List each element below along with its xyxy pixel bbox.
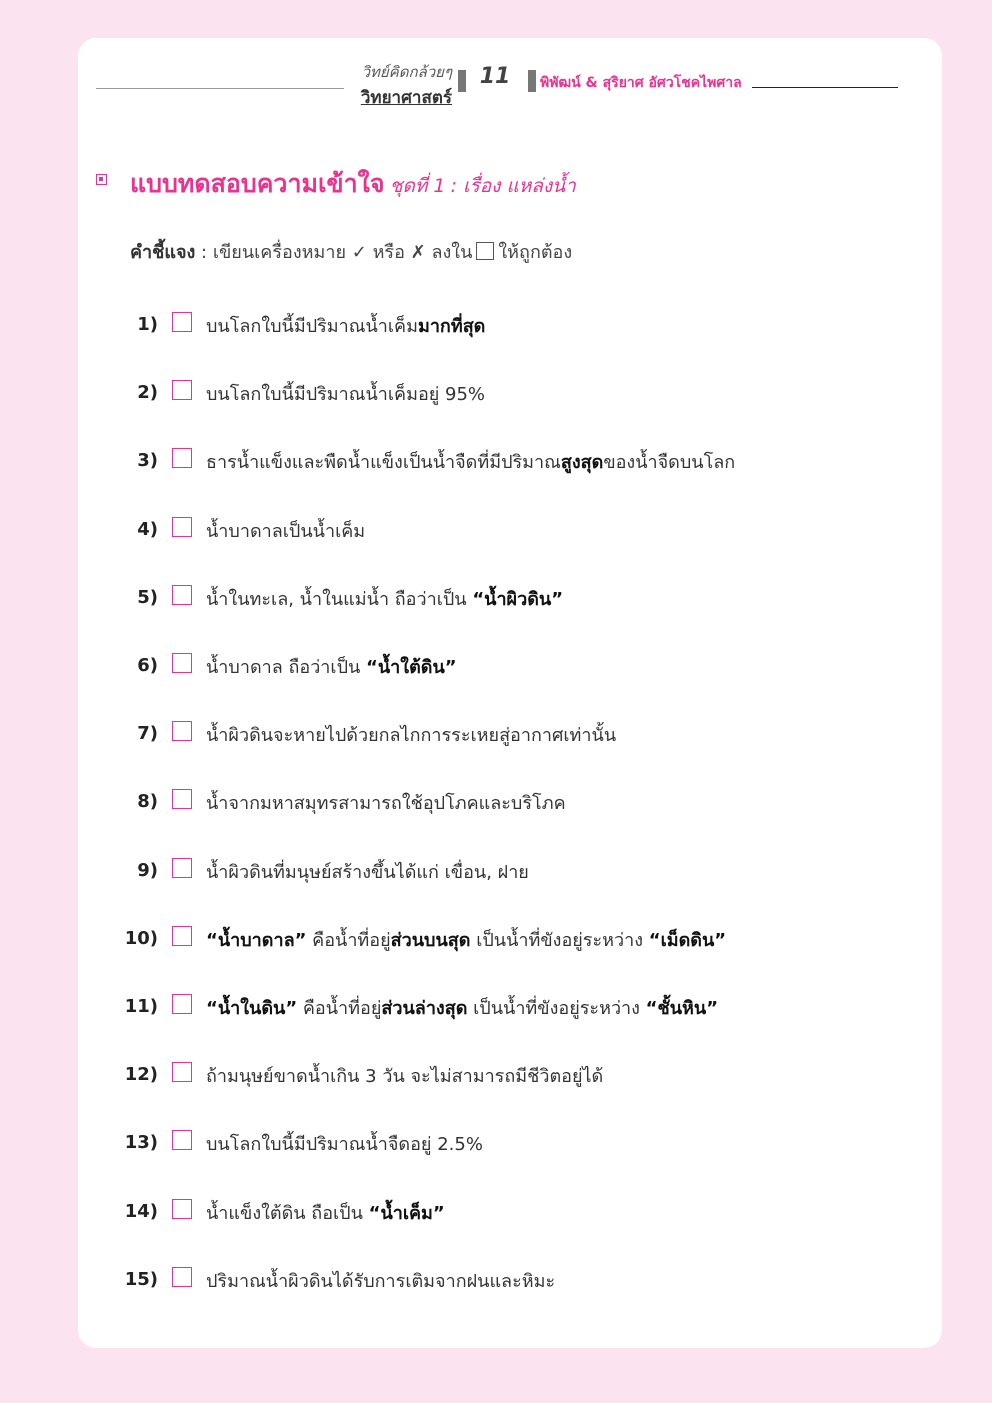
header-subject: วิทยาศาสตร์ bbox=[360, 88, 452, 108]
question-text-emphasis: “เม็ดดิน” bbox=[648, 929, 727, 951]
question-text-part: น้ำผิวดินที่มนุษย์สร้างขึ้นได้แก่ เขื่อน, ฝาย bbox=[206, 861, 529, 883]
answer-checkbox[interactable] bbox=[172, 994, 192, 1014]
question-text-emphasis: ส่วนบนสุด bbox=[390, 929, 471, 951]
page-number: 11 bbox=[479, 64, 511, 89]
instructions-label: คำชี้แจง bbox=[130, 242, 196, 263]
question-item bbox=[120, 1265, 900, 1295]
question-item bbox=[120, 924, 900, 954]
question-text-part: บนโลกใบนี้มีปริมาณน้ำเค็มอยู่ 95% bbox=[206, 384, 486, 406]
question-item bbox=[120, 1197, 900, 1227]
question-text bbox=[206, 311, 485, 340]
question-text-part: ถ้ามนุษย์ขาดน้ำเกิน 3 วัน จะไม่สามารถมีชีวิตอยู่ได้ bbox=[206, 1066, 604, 1088]
question-item bbox=[120, 1060, 900, 1090]
answer-checkbox[interactable] bbox=[172, 1267, 192, 1287]
question-number: 2) bbox=[137, 382, 158, 404]
question-text-part: น้ำจากมหาสมุทรสามารถใช้อุปโภคและบริโภค bbox=[206, 793, 566, 815]
question-text-part: บนโลกใบนี้มีปริมาณน้ำจืดอยู่ 2.5% bbox=[206, 1134, 483, 1156]
question-item bbox=[120, 515, 900, 545]
answer-checkbox[interactable] bbox=[172, 312, 192, 332]
question-text bbox=[206, 447, 735, 476]
question-text-emphasis: “น้ำเค็ม” bbox=[368, 1202, 445, 1224]
question-text-emphasis: “น้ำในดิน” bbox=[206, 998, 298, 1019]
header-bar-right bbox=[528, 70, 536, 92]
question-text bbox=[206, 1061, 603, 1090]
empty-box-icon bbox=[476, 242, 494, 260]
question-number: 11) bbox=[124, 996, 158, 1017]
answer-checkbox[interactable] bbox=[172, 1062, 192, 1082]
cross-mark-icon: ✗ bbox=[410, 242, 426, 263]
instructions-text-before: : เขียนเครื่องหมาย bbox=[201, 242, 346, 263]
question-text-part: คือน้ำที่อยู่ bbox=[306, 929, 391, 951]
question-text-emphasis: ส่วนล่างสุด bbox=[381, 998, 468, 1019]
question-text bbox=[206, 379, 485, 408]
question-text-part: น้ำในทะเล, น้ำในแม่น้ำ ถือว่าเป็น bbox=[206, 588, 473, 610]
answer-checkbox[interactable] bbox=[172, 721, 192, 741]
question-text bbox=[206, 925, 726, 954]
answer-checkbox[interactable] bbox=[172, 380, 192, 400]
question-number: 7) bbox=[137, 723, 158, 745]
header-author: พิพัฒน์ & สุริยาศ อัศวโชคไพศาล bbox=[540, 75, 742, 91]
question-text-emphasis: “ชั้นหิน” bbox=[645, 998, 719, 1019]
question-text bbox=[206, 720, 616, 749]
question-number: 12) bbox=[124, 1064, 158, 1086]
question-text-part: ของน้ำจืดบนโลก bbox=[603, 452, 736, 474]
instructions-into: ลงใน bbox=[431, 242, 473, 263]
header-series-title: วิทย์คิดกล้วยๆ bbox=[361, 63, 452, 81]
header-rule-right bbox=[752, 87, 898, 88]
question-number: 13) bbox=[124, 1132, 158, 1154]
answer-checkbox[interactable] bbox=[172, 517, 192, 537]
question-item bbox=[120, 310, 900, 340]
question-text bbox=[206, 1266, 555, 1295]
question-item bbox=[120, 992, 900, 1022]
question-number: 1) bbox=[137, 314, 158, 335]
question-number: 3) bbox=[137, 450, 158, 472]
title-topic: : เรื่อง แหล่งน้ำ bbox=[450, 175, 576, 197]
question-item bbox=[120, 378, 900, 408]
question-item bbox=[120, 1128, 900, 1158]
answer-checkbox[interactable] bbox=[172, 653, 192, 673]
question-text bbox=[206, 652, 457, 681]
question-text bbox=[206, 993, 718, 1022]
instructions-text-after: ให้ถูกต้อง bbox=[498, 242, 573, 263]
instructions bbox=[130, 237, 572, 266]
question-text-emphasis: มากที่สุด bbox=[417, 316, 486, 337]
header-rule-left bbox=[96, 88, 344, 89]
question-text bbox=[206, 857, 529, 886]
answer-checkbox[interactable] bbox=[172, 1130, 192, 1150]
question-item bbox=[120, 651, 900, 681]
question-item bbox=[120, 719, 900, 749]
section-title bbox=[130, 164, 576, 204]
question-number: 15) bbox=[124, 1268, 158, 1290]
title-main: แบบทดสอบความเข้าใจ bbox=[130, 169, 385, 198]
question-text-part: น้ำผิวดินจะหายไปด้วยกลไกการระเหยสู่อากาศเท่านั้น bbox=[206, 725, 617, 747]
answer-checkbox[interactable] bbox=[172, 448, 192, 468]
question-text bbox=[206, 516, 365, 545]
title-set: ชุดที่ 1 bbox=[389, 175, 446, 197]
question-text-part: ปริมาณน้ำผิวดินได้รับการเติมจากฝนและหิมะ bbox=[206, 1270, 556, 1292]
question-text bbox=[206, 584, 563, 613]
header-bar-left bbox=[458, 70, 466, 92]
question-number: 8) bbox=[137, 791, 158, 813]
answer-checkbox[interactable] bbox=[172, 585, 192, 605]
title-bullet-icon bbox=[96, 174, 107, 185]
answer-checkbox[interactable] bbox=[172, 926, 192, 946]
question-text-emphasis: สูงสุด bbox=[560, 452, 604, 474]
question-item bbox=[120, 446, 900, 476]
question-item bbox=[120, 583, 900, 613]
question-text-part: น้ำบาดาล ถือว่าเป็น bbox=[206, 657, 367, 678]
question-number: 9) bbox=[137, 859, 158, 881]
question-text-part: ธารน้ำแข็งและพืดน้ำแข็งเป็นน้ำจืดที่มีปริมาณ bbox=[206, 452, 561, 474]
question-item bbox=[120, 856, 900, 886]
question-number: 10) bbox=[124, 927, 158, 949]
question-number: 4) bbox=[137, 518, 158, 540]
check-mark-icon: ✓ bbox=[351, 242, 367, 263]
question-text-part: บนโลกใบนี้มีปริมาณน้ำเค็ม bbox=[206, 316, 418, 337]
answer-checkbox[interactable] bbox=[172, 1199, 192, 1219]
answer-checkbox[interactable] bbox=[172, 789, 192, 809]
question-number: 5) bbox=[137, 586, 158, 608]
question-text bbox=[206, 1129, 483, 1158]
question-text-part: เป็นน้ำที่ขังอยู่ระหว่าง bbox=[467, 998, 646, 1019]
question-text-part: เป็นน้ำที่ขังอยู่ระหว่าง bbox=[470, 929, 649, 951]
question-number: 6) bbox=[137, 655, 158, 676]
question-text-part: น้ำบาดาลเป็นน้ำเค็ม bbox=[206, 520, 366, 542]
question-number: 14) bbox=[124, 1200, 158, 1222]
answer-checkbox[interactable] bbox=[172, 858, 192, 878]
question-text-emphasis: “น้ำใต้ดิน” bbox=[366, 657, 457, 678]
question-text-emphasis: “น้ำบาดาล” bbox=[206, 929, 307, 951]
question-text bbox=[206, 1198, 445, 1227]
question-text-part: คือน้ำที่อยู่ bbox=[297, 998, 382, 1019]
question-text bbox=[206, 788, 566, 817]
question-text-part: น้ำแข็งใต้ดิน ถือเป็น bbox=[206, 1202, 369, 1224]
question-item bbox=[120, 787, 900, 817]
question-text-emphasis: “น้ำผิวดิน” bbox=[472, 588, 564, 610]
instructions-or: หรือ bbox=[372, 242, 405, 263]
